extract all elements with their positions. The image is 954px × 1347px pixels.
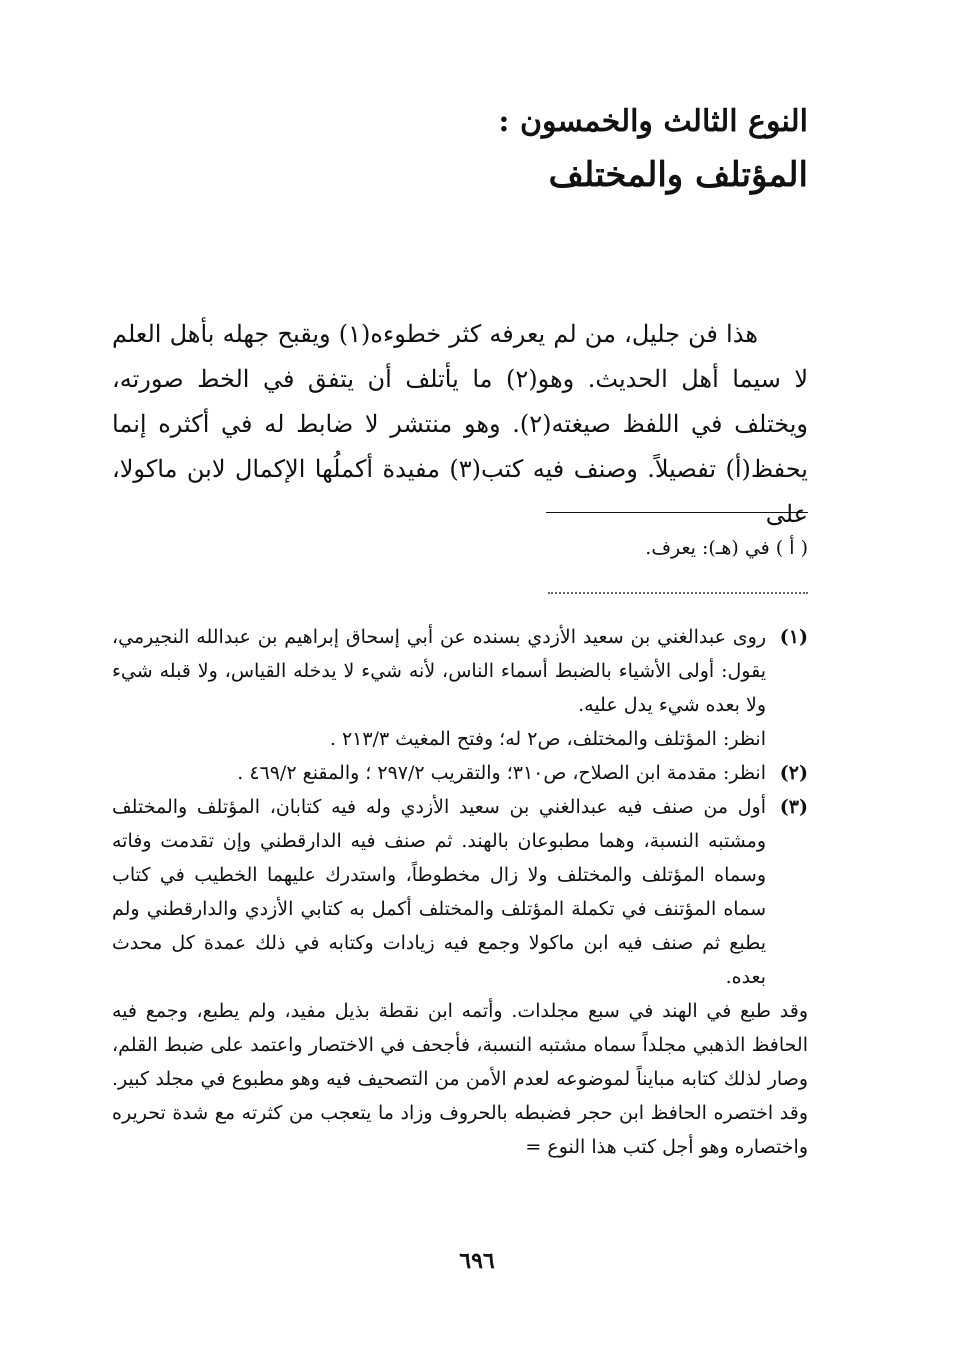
variant-note: ( أ ) في (هـ): يعرف. <box>645 537 808 559</box>
footnote-paragraph: انظر: مقدمة ابن الصلاح، ص٣١٠؛ والتقريب ٢٩٧/٢ ؛ والمقنع ٤٦٩/٢ . <box>237 762 766 784</box>
main-paragraph: هذا فن جليل، من لم يعرفه كثر خطوءه(١) ويقبح جهله بأهل العلم لا سيما أهل الحديث. وهو(٢) ما يأتلف أن يتفق في الخط صورته، ويختلف في اللفظ صيغته(٢). وهو منتشر لا ضابط له في أكثره إنما يحفظ(أ) تفصيلاً. وصنف فيه كتب(٣) مفيدة أكملُها الإكمال لابن ماكولا، على <box>112 320 809 528</box>
footnotes <box>112 620 808 1164</box>
footnote-paragraph: روى عبدالغني بن سعيد الأزدي بسنده عن أبي إسحاق إبراهيم بن عبدالله النجيرمي، يقول: أولى الأشياء بالضبط أسماء الناس، لأنه شيء لا يدخله القياس، ولا قبله شيء ولا بعده شيء يدل عليه. <box>112 626 766 716</box>
footnote-paragraph: أول من صنف فيه عبدالغني بن سعيد الأزدي وله فيه كتابان، المؤتلف والمختلف ومشتبه النسبة، وهما مطبوعان بالهند. ثم صنف فيه الدارقطني وإن تقدمت وفاته وسماه المؤتلف والمختلف ولا زال مخطوطاً، واستدرك عليهما الخطيب في كتاب سماه المؤتنف في تكملة المؤتلف والمختلف أكمل به كتابي الأزدي والدارقطني ولم يطبع ثم صنف فيه ابن ماكولا وجمع فيه زيادات وكتابه في ذلك عمدة كل محدث بعده. <box>112 796 766 988</box>
footnote-body <box>112 756 766 790</box>
chapter-title: المؤتلف والمختلف <box>548 155 808 195</box>
footnote-3 <box>112 790 808 994</box>
chapter-type-heading: النوع الثالث والخمسون : <box>498 104 808 139</box>
dotted-separator <box>548 592 808 594</box>
footnote-number: (٣) <box>779 796 808 818</box>
footnote-number: (١) <box>779 626 808 648</box>
main-text <box>112 312 808 537</box>
footnote-1 <box>112 620 808 756</box>
footnote-number: (٢) <box>779 762 808 784</box>
footnote-2 <box>112 756 808 790</box>
footnote-separator <box>546 512 808 513</box>
page-number: ٦٩٦ <box>459 1248 495 1274</box>
footnote-continuation: وقد طبع في الهند في سبع مجلدات. وأتمه ابن نقطة بذيل مفيد، ولم يطبع، وجمع فيه الحافظ الذهبي مجلداً سماه مشتبه النسبة، فأجحف في الاختصار واعتمد على ضبط القلم، وصار لذلك كتابه مبايناً لموضوعه لعدم الأمن من التصحيف فيه وهو مطبوع في مجلد كبير. وقد اختصره الحافظ ابن حجر فضبطه بالحروف وزاد ما يتعجب من كثرته مع شدة تحريره واختصاره وهو أجل كتب هذا النوع = <box>112 1000 809 1158</box>
footnote-paragraph: انظر: المؤتلف والمختلف، ص٢ له؛ وفتح المغيث ٢١٣/٣ . <box>329 728 766 750</box>
footnote-body <box>112 790 766 994</box>
footnote-body <box>112 620 766 756</box>
